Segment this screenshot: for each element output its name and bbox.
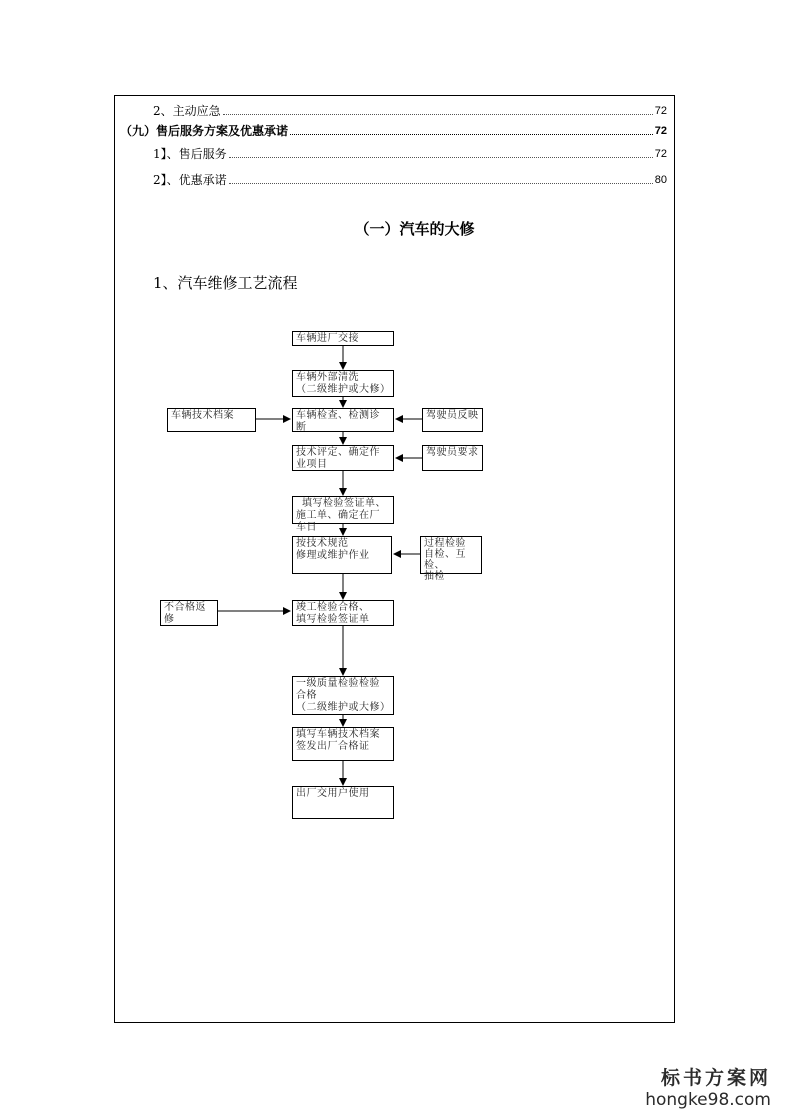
- flow-step-2: 车辆外部清洗 （二级维护或大修）: [292, 370, 394, 397]
- side-box-driver-request: 驾驶员要求: [422, 445, 483, 471]
- toc-label: （九）售后服务方案及优惠承诺: [120, 124, 289, 138]
- flow-step-7: 竣工检验合格、 填写检验签证单: [292, 600, 394, 626]
- watermark-url: hongke98.com: [645, 1090, 771, 1110]
- flow-step-8: 一级质量检验检验合格 （二级维护或大修）: [292, 676, 394, 715]
- toc-label: 1】、售后服务: [153, 147, 227, 161]
- toc-page-number: 80: [654, 174, 667, 186]
- section-title: （一）汽车的大修: [354, 220, 475, 238]
- toc-label: 2、主动应急: [153, 104, 221, 118]
- flow-step-4: 技术评定、确定作业项目: [292, 445, 394, 471]
- watermark-name: 标书方案网: [660, 1067, 771, 1089]
- flow-step-3: 车辆检查、检测诊断: [292, 408, 394, 432]
- side-box-driver-feedback: 驾驶员反映: [422, 408, 483, 432]
- toc-label: 2】、优惠承诺: [153, 173, 227, 187]
- flow-step-5: 填写检验签证单、施工单、确定在厂车日: [292, 496, 394, 524]
- flow-step-6: 按技术规范 修理或维护作业: [292, 536, 392, 574]
- side-box-vehicle-archive: 车辆技术档案: [167, 408, 256, 432]
- toc-page-number: 72: [654, 125, 667, 137]
- side-box-process-check: 过程检验 自检、互检、 抽检: [420, 536, 482, 574]
- flow-step-10: 出厂交用户使用: [292, 786, 394, 819]
- side-box-reject-repair: 不合格返修: [160, 600, 218, 626]
- flow-step-1: 车辆进厂交接: [292, 331, 394, 346]
- watermark: [645, 1063, 771, 1110]
- toc-page-number: 72: [654, 105, 667, 117]
- toc-page-number: 72: [654, 148, 667, 160]
- sub-title: 1、汽车维修工艺流程: [153, 274, 298, 292]
- flow-step-9: 填写车辆技术档案 签发出厂合格证: [292, 727, 394, 761]
